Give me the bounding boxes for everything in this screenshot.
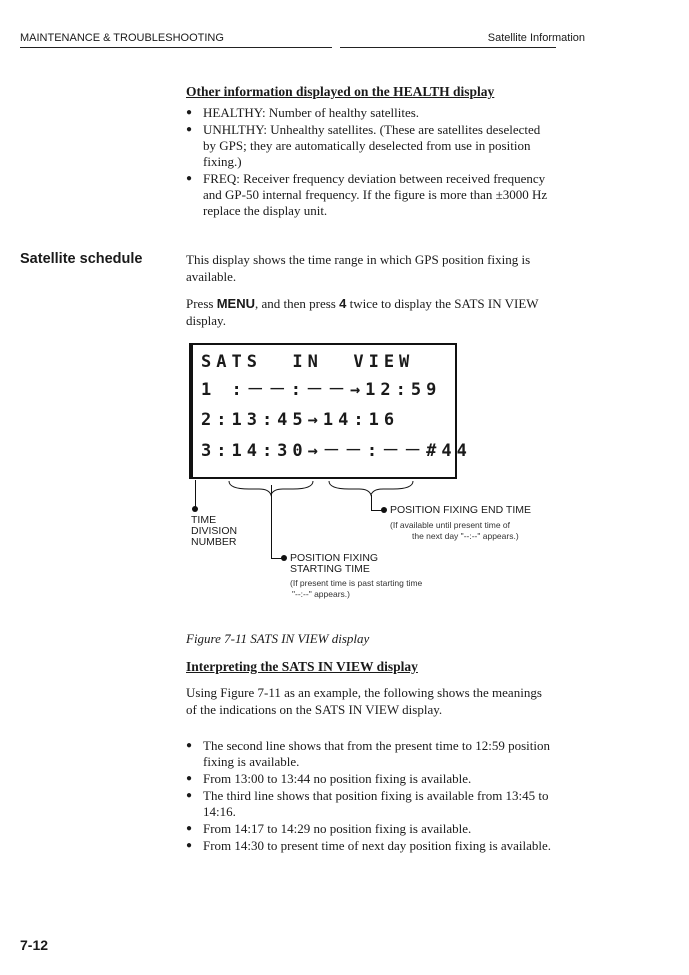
callout-label: POSITION FIXING (290, 552, 379, 564)
running-header-topic: Satellite Information (487, 32, 585, 44)
end-time-callout (390, 505, 531, 516)
schedule-intro-paragraph: This display shows the time range in which GPS position fixing is available. (186, 252, 531, 284)
list-item: ● FREQ: Receiver frequency deviation between received frequency and GP-50 internal frequency. If the figure is more than ±3000 Hz replace the display unit. (186, 171, 556, 219)
time-division-callout (191, 515, 237, 548)
list-item: ● From 14:30 to present time of next day position fixing is available. (186, 838, 556, 854)
list-item: ● From 14:17 to 14:29 no position fixing is available. (186, 821, 556, 837)
callout-dot (192, 506, 198, 512)
end-time-note (390, 520, 519, 542)
lcd-row-1: 1 :－－:－－→12:59 (201, 380, 442, 400)
callout-label: DIVISION (191, 525, 238, 537)
instruction-text: , and then press (254, 296, 340, 311)
list-item: ● UNHLTHY: Unhealthy satellites. (These are satellites deselected by GPS; they are automatically deselected from use in position fixing.) (186, 122, 556, 170)
list-item: ● HEALTHY: Number of healthy satellites. (186, 105, 556, 121)
leader-line (371, 495, 372, 510)
callout-dot (281, 555, 287, 561)
sats-in-view-lcd (189, 343, 472, 479)
lcd-title-row: SATS IN VIEW (201, 352, 415, 372)
lcd-row-2: 2:13:45→14:16 (201, 410, 400, 430)
interpret-subheading: Interpreting the SATS IN VIEW display (186, 659, 418, 674)
section-heading: Satellite schedule (20, 251, 143, 267)
leader-line (271, 485, 272, 558)
callout-note: "--:--" appears.) (292, 589, 350, 599)
start-time-note (290, 578, 422, 600)
callout-label: STARTING TIME (290, 563, 370, 575)
header-rule (20, 47, 332, 48)
interpret-list (186, 738, 556, 855)
callout-dot (381, 507, 387, 513)
health-info-list (186, 105, 556, 220)
callout-note: (If available until present time of (390, 520, 511, 530)
callout-label: POSITION FIXING END TIME (390, 504, 531, 516)
callout-label: NUMBER (191, 536, 237, 548)
running-header-section: MAINTENANCE & TROUBLESHOOTING (20, 32, 224, 44)
list-item: ● The second line shows that from the present time to 12:59 position fixing is available. (186, 738, 556, 770)
health-info-subheading: Other information displayed on the HEALTH display (186, 84, 495, 99)
lcd-row-3: 3:14:30→－－:－－#44 (201, 441, 472, 461)
list-item: ● From 13:00 to 13:44 no position fixing is available. (186, 771, 556, 787)
interpret-intro-paragraph: Using Figure 7-11 as an example, the following shows the meanings of the indications on the SATS IN VIEW display. (186, 685, 542, 717)
callout-label: TIME (191, 514, 217, 526)
instruction-text: Press (186, 296, 217, 311)
header-rule (340, 47, 556, 48)
start-time-callout (290, 553, 378, 575)
callout-note: the next day "--:--" appears.) (412, 531, 519, 541)
menu-key-label: MENU (216, 296, 255, 311)
callout-note: (If present time is past starting time (290, 578, 423, 588)
page-number: 7-12 (20, 937, 49, 953)
key-4-label: 4 (339, 296, 347, 311)
list-item: ● The third line shows that position fixing is available from 13:45 to 14:16. (186, 788, 556, 820)
instruction-paragraph (186, 295, 554, 329)
instruction-text: twice to display the SATS IN VIEW display. (186, 296, 539, 328)
figure-caption: Figure 7-11 SATS IN VIEW display (186, 631, 370, 646)
